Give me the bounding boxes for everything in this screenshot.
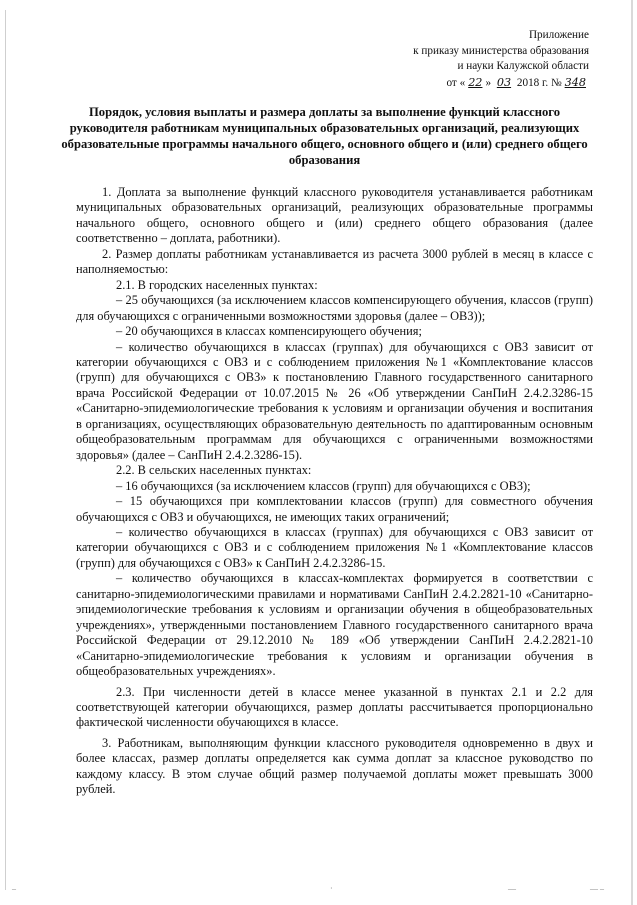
date-prefix: от «: [446, 76, 466, 89]
scan-mark: —: [508, 884, 516, 893]
order-reference: к приказу министерства образования: [413, 44, 589, 57]
appendix-label: Приложение: [528, 29, 589, 41]
handwritten-order-number: 348: [564, 75, 586, 89]
document-title: Порядок, условия выплаты и размера доплаты за выполнение функций классного руководителя работникам муниципальных образовательных организаций, реализующих образовательные программы начального общего, основного общего и (или) среднего общего образования: [61, 105, 588, 167]
order-year: 2018 г. №: [516, 76, 562, 89]
paragraph-2-2-heading: 2.2. В сельских населенных пунктах:: [116, 463, 312, 478]
date-separator: »: [485, 76, 492, 89]
list-item: – количество обучающихся в классах-комплектах формируется в соответствии с санитарно-эпидемиологическими правилами и нормативами СанПиН 2.4.2.2821-10 «Санитарно-эпидемиологические требования к условиям и организации обучения в общеобразовательных учреждениях», утвержденными постановлением Главного государственного санитарного врача Российской Федерации от 29.12.2010 № 189 «Об утверждении СанПиН 2.4.2.2821-10 «Санитарно-эпидемиологические требования к условиям и организации обучения в общеобразовательных учреждениях».: [76, 571, 593, 679]
order-date-line: [413, 75, 589, 92]
document-body: [76, 180, 593, 798]
scan-mark: — –: [590, 884, 604, 893]
paragraph-2-1-heading: 2.1. В городских населенных пунктах:: [116, 277, 318, 292]
scan-footer-marks: [0, 884, 637, 894]
paragraph-2: 2. Размер доплаты работникам устанавливается из расчета 3000 рублей в месяц в классе с наполняемостью:: [76, 246, 593, 277]
paragraph-3: 3. Работникам, выполняющим функции классного руководителя одновременно в двух и более классах, размер доплаты определяется как сумма доплат за классное руководство по каждому классу. В этом случае общий размер получаемой доплаты может превышать 3000 рублей.: [76, 735, 593, 797]
list-item: – 25 обучающихся (за исключением классов компенсирующего обучения, классов (групп) для обучающихся с ограниченными возможностями здоровья (далее – ОВЗ));: [76, 293, 593, 323]
paragraph-2-3: 2.3. При численности детей в классе менее указанной в пунктах 2.1 и 2.2 для соответствующей категории обучающихся, размер доплаты рассчитывается пропорционально фактической численности обучающихся в классе.: [76, 684, 593, 730]
handwritten-day: 22: [468, 75, 483, 89]
handwritten-month: 03: [496, 75, 512, 89]
list-item: – 15 обучающихся при комплектовании классов (групп) для совместного обучения обучающихся с ОВЗ и обучающихся, не имеющих таких ограничений;: [76, 494, 593, 524]
scan-mark: –: [12, 884, 16, 893]
list-item: – 20 обучающихся в классах компенсирующего обучения;: [116, 324, 422, 339]
list-item: – количество обучающихся в классах (группах) для обучающихся с ОВЗ зависит от категории обучающихся с ОВЗ и с соблюдением приложения №1 «Комплектование классов (групп) для обучающихся с ОВЗ» к СанПиН 2.4.2.3286-15.: [76, 524, 593, 570]
scan-edge-left: [5, 10, 6, 890]
ministry-name: и науки Калужской области: [457, 60, 589, 73]
list-item: – 16 обучающихся (за исключением классов (групп) для обучающихся с ОВЗ);: [116, 478, 531, 493]
paragraph-1: 1. Доплата за выполнение функций классного руководителя устанавливается работникам муниципальных образовательных организаций, реализующих образовательные программы начального общего, основного общего и (или) среднего общего образования (далее соответственно – доплата, работники).: [76, 185, 593, 246]
scan-mark: ·: [330, 884, 333, 893]
scan-edge-right: [631, 0, 633, 905]
appendix-header: [413, 28, 589, 91]
list-item: – количество обучающихся в классах (группах) для обучающихся с ОВЗ зависит от категории обучающихся с ОВЗ и с соблюдением приложения №1 «Комплектование классов (групп) для обучающихся с ОВЗ» к постановлению Главного государственного санитарного врача Российской Федерации от 10.07.2015 № 26 «Об утверждении СанПиН 2.4.2.3286-15 «Санитарно-эпидемиологические требования к условиям и организации обучения и воспитания в организациях, осуществляющих образовательную деятельность по адаптированным основным общеобразовательным программам для обучающихся с ограниченными возможностями здоровья» (далее – СанПиН 2.4.2.3286-15).: [76, 339, 593, 462]
